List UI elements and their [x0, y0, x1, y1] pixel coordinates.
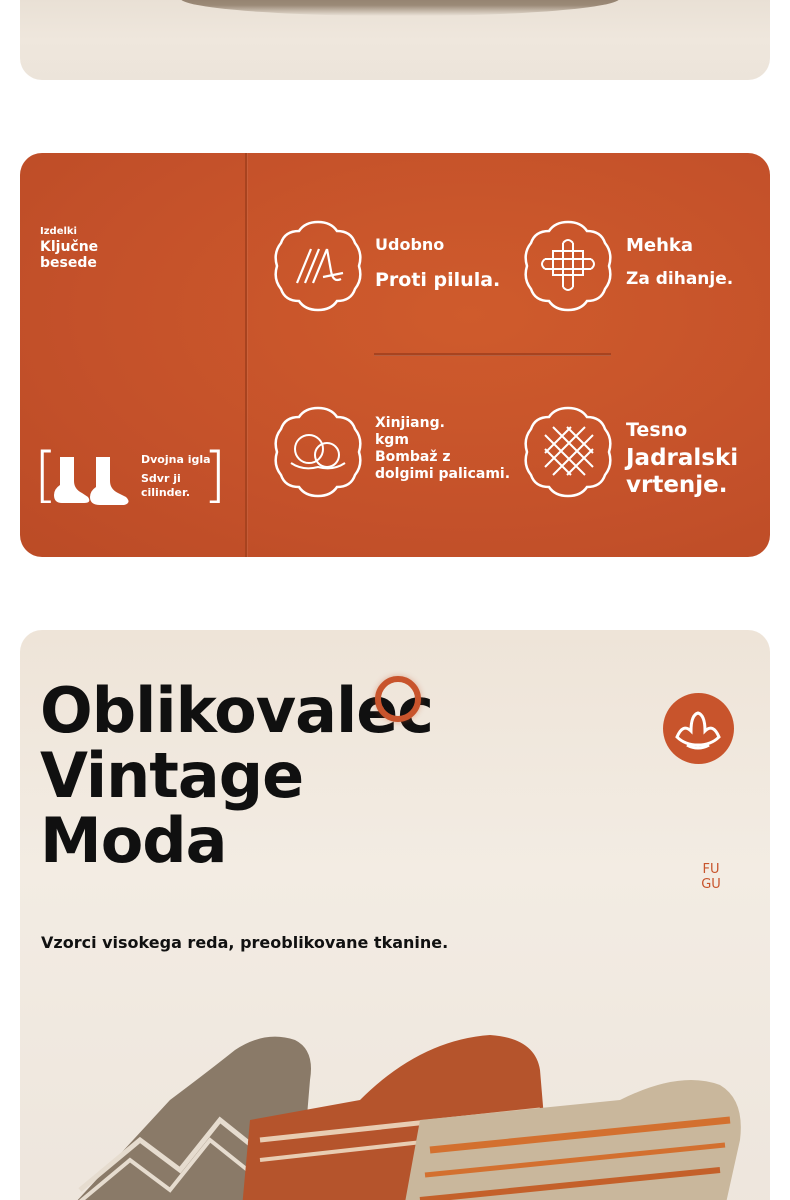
features-divider — [374, 353, 611, 356]
comfort-lines-icon — [273, 219, 363, 313]
twin-label-b: cilinder. — [141, 486, 191, 499]
feature-3-line-4: dolgimi palicami. — [375, 466, 511, 482]
headline-line-1: Oblikovalec — [40, 674, 434, 747]
accent-ring-icon — [375, 676, 421, 722]
product-photo-card-top — [20, 0, 770, 80]
feature-4-line-2: vrtenje. — [626, 472, 728, 498]
feature-4-lines — [626, 445, 738, 499]
keywords-label-big: Ključne besede — [40, 239, 99, 271]
socks-product-photo — [20, 1010, 770, 1200]
sock-photo-edge — [180, 0, 620, 16]
headline-line-2: Vintage — [40, 739, 304, 812]
twin-label-a: Dvojna igla — [141, 453, 211, 466]
feature-3-line-1: Xinjiang. — [375, 415, 445, 431]
twin-label-overlap: Sdvr ji — [141, 472, 181, 485]
knot-pattern-icon — [523, 219, 613, 313]
feature-2-title: Mehka — [626, 235, 694, 256]
keywords-label-small: Izdelki — [40, 226, 77, 237]
keywords-panel — [20, 153, 770, 557]
feature-3-line-3: Bombaž z — [375, 449, 451, 465]
feature-1-title: Udobno — [375, 235, 445, 254]
feature-3-line-2: kgm — [375, 432, 409, 448]
feature-4-line-1: Jadralski — [626, 445, 739, 471]
cotton-flower-icon — [663, 693, 734, 764]
brand-mark — [700, 862, 722, 892]
lattice-weave-icon — [523, 405, 613, 499]
feature-3-lines — [375, 415, 510, 483]
cotton-balls-icon — [273, 405, 363, 499]
designer-card — [20, 630, 770, 1200]
headline — [40, 674, 434, 877]
feature-1-sub: Proti pilula. — [375, 269, 501, 291]
bracket-left: [ — [34, 440, 58, 510]
tagline: Vzorci visokega reda, preoblikovane tkanine. — [41, 933, 449, 952]
feature-2-sub: Za dihanje. — [626, 269, 734, 289]
headline-line-3: Moda — [40, 804, 227, 877]
brand-gu: GU — [701, 877, 721, 892]
feature-4-title: Tesno — [626, 419, 688, 441]
brand-fu: FU — [702, 862, 720, 877]
panel-divider-vertical — [245, 153, 247, 557]
bracket-right: ] — [203, 440, 227, 510]
socks-illustration-icon — [52, 451, 134, 507]
